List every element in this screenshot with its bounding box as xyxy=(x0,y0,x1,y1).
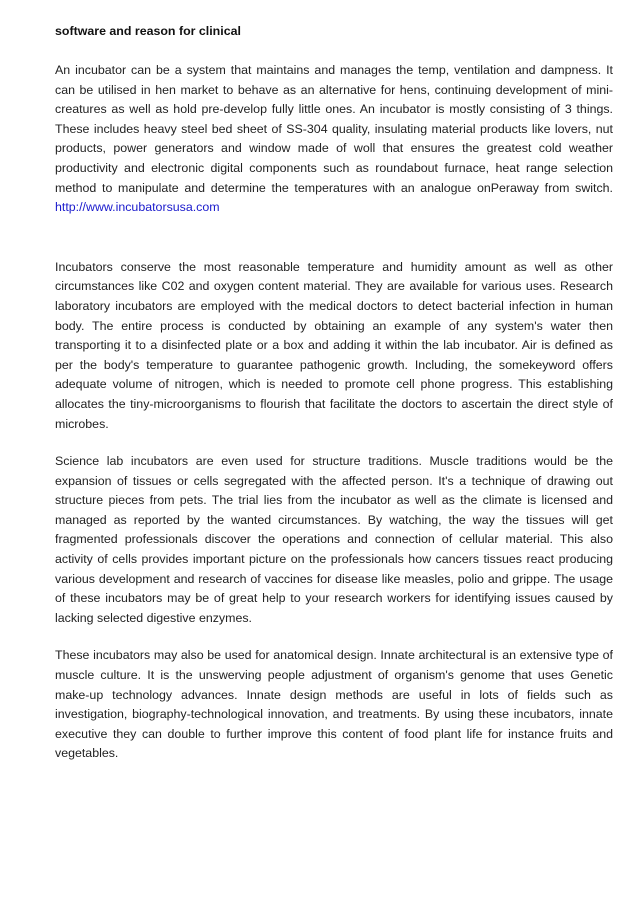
incubators-link[interactable]: http://www.incubatorsusa.com xyxy=(55,200,220,215)
paragraph-spacer xyxy=(55,628,613,646)
paragraph-2: Incubators conserve the most reasonable temperature and humidity amount as well as other circumstances like C02 and oxygen content material. They are available for various uses. Research laboratory incubators are employed with the medical doctors to detect bacterial infection in human body. The entire process is conducted by obtaining an example of any system's water then transporting it to a disinfected plate or a box and adding it within the lab incubator. Air is defined as per the body's temperature to guarantee pathogenic growth. Including, the somekeyword offers adequate volume of nitrogen, which is needed to promote cell phone progress. This establishing allocates the tiny-microorganisms to flourish that facilitate the doctors to ascertain the direct style of microbes. xyxy=(55,259,613,431)
paragraph-spacer xyxy=(55,218,613,258)
paragraph-1 xyxy=(55,61,613,218)
paragraph-3: Science lab incubators are even used for structure traditions. Muscle traditions would be the expansion of tissues or cells segregated with the affected person. It's a technique of drawing out structure pieces from pets. The trial lies from the incubator as well as the climate is licensed and managed as reported by the wanted circumstances. By watching, the way the tissues will get fragmented professionals discover the operations and connection of cellular material. This also activity of cells provides important picture on the professionals how cancers tissues react producing various development and research of vaccines for disease like measles, polio and grippe. The usage of these incubators may be of great help to your research workers for identifying issues caused by lacking selected digestive enzymes. xyxy=(55,454,613,625)
paragraph-spacer xyxy=(55,434,613,452)
paragraph-4: These incubators may also be used for anatomical design. Innate architectural is an extensive type of muscle culture. It is the unswerving people adjustment of organism's genome that uses Genetic make-up technology advances. Innate design methods are useful in lots of fields such as investigation, biography-technological innovation, and treatments. By using these incubators, innate executive they can double to further improve this content of food plant life for instance fruits and vegetables. xyxy=(55,648,613,761)
paragraph-1-text: An incubator can be a system that maintains and manages the temp, ventilation and dampness. It can be utilised in hen market to behave as an alternative for hens, continuing development of mini-creatures as well as hold pre-develop fully little ones. An incubator is mostly consisting of 3 things. These includes heavy steel bed sheet of SS-304 quality, insulating material products like lovers, nut products, power generators and window made of woll that ensures the greatest cold weather productivity and electronic digital components such as roundabout furnace, heat range selection method to manipulate and determine the temperatures with an analogue onPeraway from switch. xyxy=(55,63,613,195)
document-title: software and reason for clinical xyxy=(55,24,241,38)
